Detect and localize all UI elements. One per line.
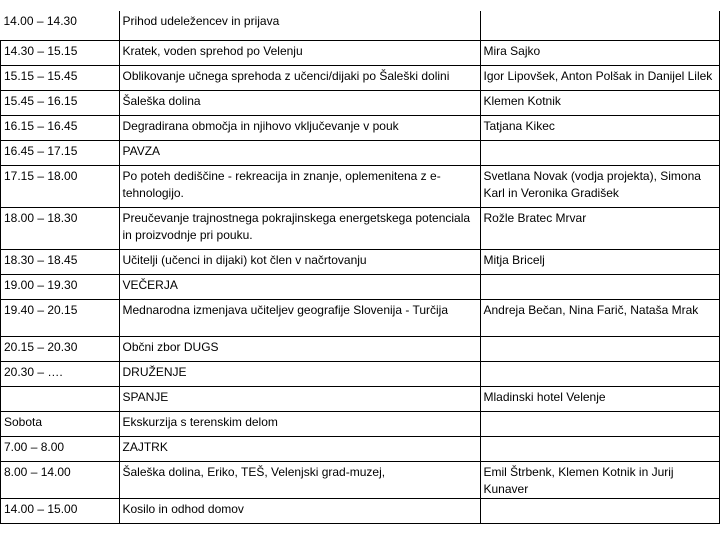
schedule-table	[0, 11, 720, 524]
time-cell: 20.15 – 20.30	[1, 336, 120, 361]
time-cell: Sobota	[1, 411, 120, 436]
activity-cell: Degradirana območja in njihovo vključevanje v pouk	[119, 115, 480, 140]
time-cell: 14.00 – 14.30	[1, 11, 120, 40]
activity-cell: SPANJE	[119, 386, 480, 411]
table-row	[1, 40, 720, 65]
table-row	[1, 386, 720, 411]
time-cell: 16.45 – 17.15	[1, 140, 120, 165]
table-row	[1, 249, 720, 274]
activity-cell: Šaleška dolina, Eriko, TEŠ, Velenjski grad-muzej,	[119, 461, 480, 498]
time-cell: 18.30 – 18.45	[1, 249, 120, 274]
activity-cell: VEČERJA	[119, 274, 480, 299]
activity-cell: Oblikovanje učnega sprehoda z učenci/dijaki po Šaleški dolini	[119, 65, 480, 90]
activity-cell: Kosilo in odhod domov	[119, 498, 480, 523]
time-cell: 14.30 – 15.15	[1, 40, 120, 65]
presenter-cell	[480, 361, 719, 386]
table-row	[1, 498, 720, 523]
presenter-cell	[480, 274, 719, 299]
presenter-cell: Mitja Bricelj	[480, 249, 719, 274]
table-row	[1, 90, 720, 115]
presenter-cell: Mladinski hotel Velenje	[480, 386, 719, 411]
time-cell: 20.30 – ….	[1, 361, 120, 386]
time-cell: 15.15 – 15.45	[1, 65, 120, 90]
activity-cell: Učitelji (učenci in dijaki) kot člen v načrtovanju	[119, 249, 480, 274]
activity-cell: ZAJTRK	[119, 436, 480, 461]
time-cell: 15.45 – 16.15	[1, 90, 120, 115]
presenter-cell: Svetlana Novak (vodja projekta), Simona Karl in Veronika Gradišek	[480, 165, 719, 207]
table-row	[1, 361, 720, 386]
activity-cell: Mednarodna izmenjava učiteljev geografije Slovenija - Turčija	[119, 299, 480, 336]
activity-cell: Kratek, voden sprehod po Velenju	[119, 40, 480, 65]
presenter-cell: Emil Štrbenk, Klemen Kotnik in Jurij Kunaver	[480, 461, 719, 498]
table-row	[1, 115, 720, 140]
presenter-cell	[480, 336, 719, 361]
activity-cell: DRUŽENJE	[119, 361, 480, 386]
table-row	[1, 436, 720, 461]
presenter-cell: Igor Lipovšek, Anton Polšak in Danijel Lilek	[480, 65, 719, 90]
time-cell: 16.15 – 16.45	[1, 115, 120, 140]
time-cell: 17.15 – 18.00	[1, 165, 120, 207]
activity-cell: Prihod udeležencev in prijava	[119, 11, 480, 40]
presenter-cell: Andreja Bečan, Nina Farič, Nataša Mrak	[480, 299, 719, 336]
presenter-cell	[480, 411, 719, 436]
presenter-cell	[480, 498, 719, 523]
activity-cell: Po poteh dediščine - rekreacija in znanje, oplemenitena z e-tehnologijo.	[119, 165, 480, 207]
activity-cell: Preučevanje trajnostnega pokrajinskega energetskega potenciala in proizvodnje pri pouku.	[119, 207, 480, 249]
presenter-cell: Klemen Kotnik	[480, 90, 719, 115]
time-cell: 7.00 – 8.00	[1, 436, 120, 461]
time-cell: 19.40 – 20.15	[1, 299, 120, 336]
activity-cell: Ekskurzija s terenskim delom	[119, 411, 480, 436]
table-row	[1, 65, 720, 90]
presenter-cell	[480, 436, 719, 461]
table-row	[1, 461, 720, 498]
table-row	[1, 207, 720, 249]
presenter-cell	[480, 11, 719, 40]
table-row	[1, 274, 720, 299]
activity-cell: Občni zbor DUGS	[119, 336, 480, 361]
table-row	[1, 165, 720, 207]
time-cell: 19.00 – 19.30	[1, 274, 120, 299]
table-row	[1, 11, 720, 40]
activity-cell: Šaleška dolina	[119, 90, 480, 115]
presenter-cell: Mira Sajko	[480, 40, 719, 65]
presenter-cell: Tatjana Kikec	[480, 115, 719, 140]
activity-cell: PAVZA	[119, 140, 480, 165]
schedule-body	[1, 11, 720, 523]
table-row	[1, 140, 720, 165]
table-row	[1, 411, 720, 436]
time-cell: 8.00 – 14.00	[1, 461, 120, 498]
time-cell: 18.00 – 18.30	[1, 207, 120, 249]
presenter-cell: Rožle Bratec Mrvar	[480, 207, 719, 249]
table-row	[1, 336, 720, 361]
table-row	[1, 299, 720, 336]
time-cell: 14.00 – 15.00	[1, 498, 120, 523]
time-cell	[1, 386, 120, 411]
presenter-cell	[480, 140, 719, 165]
